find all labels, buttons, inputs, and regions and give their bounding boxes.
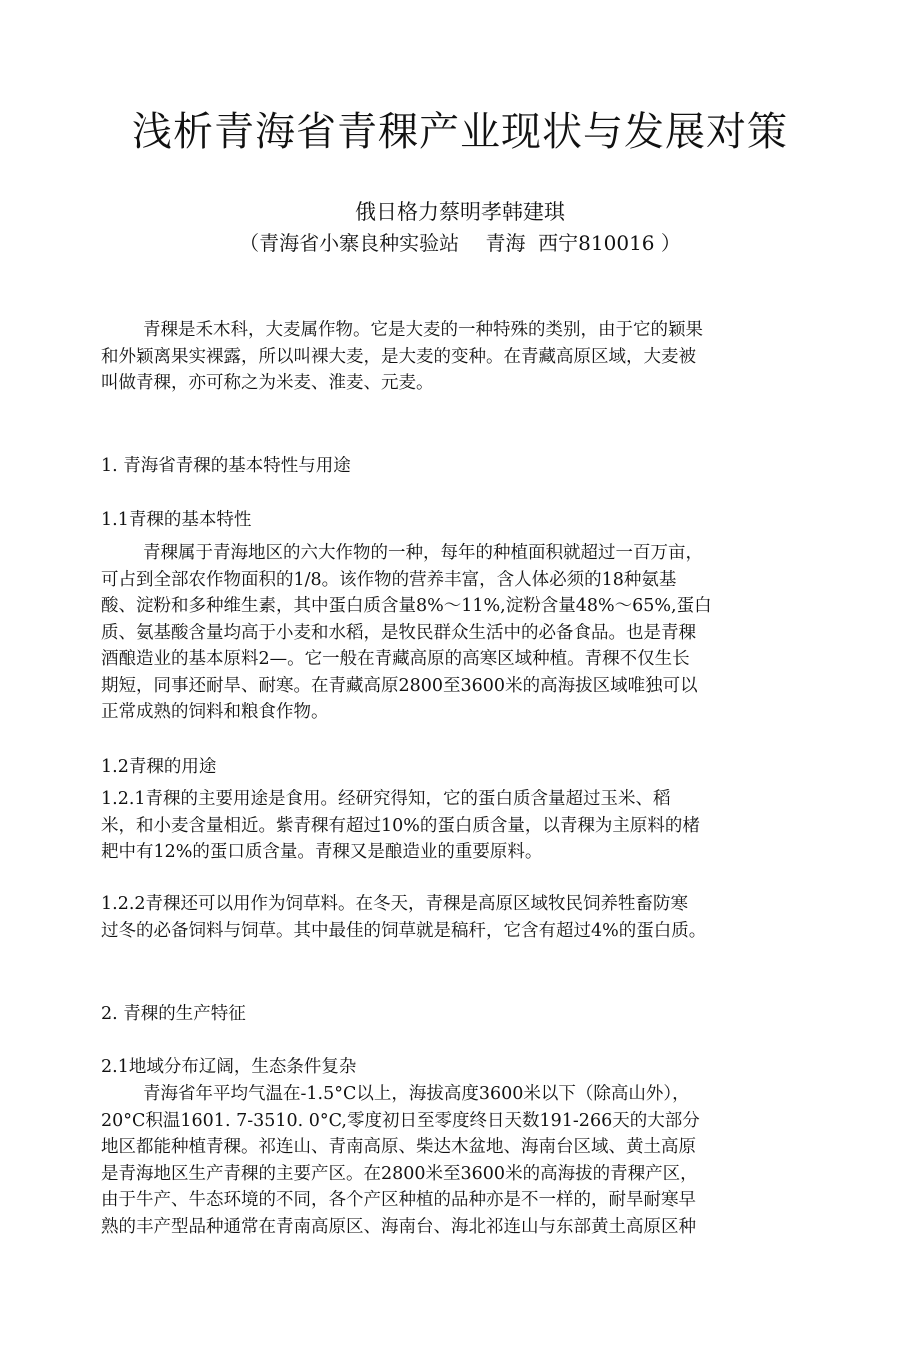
intro-paragraph <box>101 317 781 397</box>
section-2-heading: 2. 青稞的生产特征 <box>101 1004 246 1024</box>
author-names: 俄日格力蔡明孝韩建琪 <box>355 200 565 224</box>
text-line: 叫做青稞，亦可称之为米麦、淮麦、元麦。 <box>101 373 434 393</box>
author-affiliation: （青海省小寨良种实验站 青海 西宁810016 ） <box>239 231 681 255</box>
text-line: 青海省年平均气温在-1.5°C以上，海拔高度3600米以下（除高山外）， <box>143 1084 690 1104</box>
section-1-1-heading: 1.1青稞的基本特性 <box>101 510 252 530</box>
text-line: 米，和小麦含量相近。紫青稞有超过10%的蛋白质含量，以青稞为主原料的楮 <box>101 815 700 836</box>
text-line: 期短，同事还耐旱、耐寒。在青藏高原2800至3600米的高海拔区域唯独可以 <box>101 675 698 696</box>
section-2-1-heading: 2.1地域分布辽阔，生态条件复杂 <box>101 1057 357 1077</box>
text-line: 过冬的必备饲料与饲草。其中最佳的饲草就是稿秆，它含有超过4%的蛋白质。 <box>101 920 707 941</box>
text-line: 20°C积温1601. 7-3510. 0°C,零度初日至零度终日天数191-266天的大部分 <box>101 1110 700 1131</box>
text-line: 正常成熟的饲料和粮食作物。 <box>101 702 329 722</box>
section-1-2-heading: 1.2青稞的用途 <box>101 757 217 777</box>
text-line: 青稞属于青海地区的六大作物的一种，每年的种植面积就超过一百万亩， <box>143 543 703 563</box>
text-line: 质、氨基酸含量均高于小麦和水稻，是牧民群众生活中的必备食品。也是青稞 <box>101 622 696 643</box>
section-1-2-1-paragraph <box>101 786 781 866</box>
section-1-2-2-paragraph <box>101 891 781 944</box>
section-1-heading: 1. 青海省青稞的基本特性与用途 <box>101 456 351 476</box>
document-title: 浅析青海省青稞产业现状与发展对策 <box>132 109 788 155</box>
text-line: 由于牛产、牛态环境的不同，各个产区种植的品种亦是不一样的，耐旱耐寒早 <box>101 1190 696 1210</box>
text-line: 1.2.2青稞还可以用作为饲草料。在冬天，青稞是高原区域牧民饲养牲畜防寒 <box>101 894 689 914</box>
text-line: 地区都能种植青稞。祁连山、青南高原、柴达木盆地、海南台区域、黄土高原 <box>101 1137 696 1157</box>
text-line: 耙中有12%的蛋口质含量。青稞又是酿造业的重要原料。 <box>101 842 543 862</box>
text-line: 酒酿造业的基本原料2—。它一般在青藏高原的高寒区域种植。青稞不仅生长 <box>101 649 690 669</box>
text-line: 是青海地区生产青稞的主要产区。在2800米至3600米的高海拔的青稞产区， <box>101 1163 698 1184</box>
text-line: 青稞是禾木科，大麦属作物。它是大麦的一种特殊的类别，由于它的颖果 <box>143 320 703 340</box>
section-1-1-paragraph <box>101 540 781 726</box>
text-line: 熟的丰产型品种通常在青南高原区、海南台、海北祁连山与东部黄土高原区种 <box>101 1216 696 1237</box>
text-line: 和外颖离果实裸露，所以叫裸大麦，是大麦的变种。在青藏高原区域，大麦被 <box>101 346 696 367</box>
text-line: 酸、淀粉和多种维生素，其中蛋白质含量8%～11%,淀粉含量48%～65%,蛋白 <box>101 596 712 616</box>
text-line: 可占到全部农作物面积的1/8。该作物的营养丰富，含人体必须的18种氨基 <box>101 569 677 590</box>
section-2-1-paragraph <box>101 1081 781 1240</box>
text-line: 1.2.1青稞的主要用途是食用。经研究得知，它的蛋白质含量超过玉米、稻 <box>101 789 671 809</box>
